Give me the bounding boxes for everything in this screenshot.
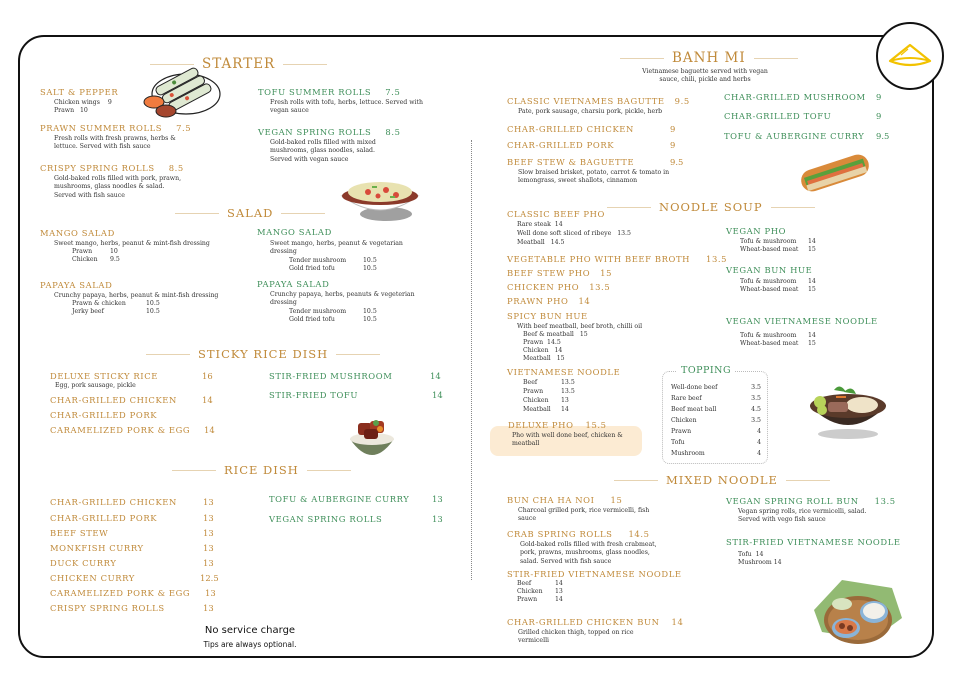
item-description: Slow braised brisket, potato, carrot & tomato in lemongrass, sweet shallots, cinnamon [518, 169, 670, 185]
item-price: 14 [204, 425, 215, 435]
menu-item-rice-5: CHICKEN CURRY [50, 573, 135, 583]
menu-item-char-grilled-pork-bm: CHAR-GRILLED PORK [507, 140, 615, 150]
menu-item-vegan-mango-salad: MANGO SALAD [257, 227, 332, 237]
section-title-banh-mi: BANH MI [620, 50, 798, 66]
menu-item-spicy-bun-hue: SPICY BUN HUE [507, 311, 588, 321]
item-option: Prawn 10 [54, 107, 88, 114]
menu-item-classic-beef-pho: CLASSIC BEEF PHO [507, 209, 605, 219]
menu-item-vegan-rice-0: TOFU & AUBERGINE CURRY [269, 494, 410, 504]
item-price: 9 [876, 111, 882, 121]
logo [876, 22, 944, 90]
item-option: Tofu & mushroom 14 [740, 278, 816, 285]
caramelized-pork-rice-bowl-illustration [346, 415, 398, 467]
item-option: Prawn & chicken 10.5 [72, 300, 160, 307]
item-option: Wheat-based meat 15 [740, 286, 816, 293]
banh-mi-sandwich-illustration [796, 150, 874, 196]
menu-item-char-grilled-tofu: CHAR-GRILLED TOFU [724, 111, 832, 121]
item-price: 9.5 [876, 131, 890, 141]
item-description: Gold-baked rolls filled with fresh crabmeat, pork, prawns, mushrooms, glass noodles, salad. Served with fish sauce [520, 541, 657, 565]
item-option: Wheat-based meat 15 [740, 340, 816, 347]
menu-item-char-grilled-chicken: CHAR-GRILLED CHICKEN [50, 395, 177, 405]
item-price: 13 [203, 603, 214, 613]
item-price: 13 [203, 558, 214, 568]
item-description: Fresh rolls with fresh prawns, herbs & lettuce. Served with fish sauce [54, 135, 176, 151]
item-description: With beef meatball, beef broth, chilli oil [517, 323, 643, 330]
item-option: Meatball 14 [523, 406, 569, 413]
item-description: Crunchy papaya, herbs, peanut & mint-fish dressing [54, 292, 219, 299]
menu-item-rice-3: MONKFISH CURRY [50, 543, 144, 553]
item-price: 13 [432, 494, 443, 504]
item-option: Tofu & mushroom 14 [740, 332, 816, 339]
menu-item-bun-cha-ha-noi: BUN CHA HA NOI 15 [507, 495, 623, 505]
menu-item-crab-spring-rolls: CRAB SPRING ROLLS 14.5 [507, 529, 650, 539]
menu-item-char-grilled-chicken-bm: CHAR-GRILLED CHICKEN [507, 124, 634, 134]
item-price: 9 [876, 92, 882, 102]
item-option: Chicken 9.5 [72, 256, 120, 263]
menu-item-deluxe-pho: DELUXE PHO 15.5 [508, 420, 607, 430]
menu-item-rice-2: BEEF STEW [50, 528, 109, 538]
item-description: Pate, pork sausage, charsiu pork, pickle, herb [518, 108, 663, 115]
topping-title: TOPPING [677, 365, 735, 376]
item-option: Chicken wings 9 [54, 99, 112, 106]
section-title-salad: SALAD [175, 206, 325, 220]
menu-item-tofu-aubergine-curry-bm: TOFU & AUBERGINE CURRY [724, 131, 865, 141]
conical-hat-icon [887, 41, 933, 71]
menu-item-vegan-bun-hue: VEGAN BUN HUE [726, 265, 813, 275]
menu-item-prawn-pho: PRAWN PHO 14 [507, 296, 591, 306]
item-price: 13 [432, 514, 443, 524]
item-option: Prawn 14.5 [523, 339, 561, 346]
topping-row: Prawn 4 [671, 428, 761, 435]
section-subtitle: sauce, chili, pickle and herbs [659, 76, 751, 83]
menu-item-beef-stew-baguette: BEEF STEW & BAGUETTE [507, 157, 635, 167]
item-option: Jerky beef 10.5 [72, 308, 160, 315]
menu-item-vegan-stir-fried-noodle: STIR-FRIED VIETNAMESE NOODLE [726, 537, 901, 547]
item-option: Gold fried tofu 10.5 [289, 316, 377, 323]
section-title-starter: STARTER [150, 56, 327, 72]
item-price: 9 [670, 140, 676, 150]
item-description: Grilled chicken thigh, topped on rice vermicelli [518, 629, 634, 645]
item-option: Tofu & mushroom 14 [740, 238, 816, 245]
item-price: 12.5 [200, 573, 219, 583]
item-option: Wheat-based meat 15 [740, 246, 816, 253]
item-option: Beef & meatball 15 [523, 331, 588, 338]
item-option: Chicken 13 [517, 588, 563, 595]
item-price: 14 [432, 390, 443, 400]
section-title-sticky-rice: STICKY RICE DISH [146, 347, 380, 361]
item-option: Tofu 14 [738, 551, 764, 558]
menu-item-rice-7: CRISPY SPRING ROLLS [50, 603, 165, 613]
item-option: Rare steak 14 [517, 221, 563, 228]
menu-item-salt-pepper: SALT & PEPPER [40, 87, 119, 97]
menu-item-vietnamese-noodle: VIETNAMESE NOODLE [507, 367, 621, 377]
item-price: 13 [203, 528, 214, 538]
topping-row: Well-done beef 3.5 [671, 384, 761, 391]
item-price: 13 [203, 497, 214, 507]
menu-item-char-grilled-chicken-bun: CHAR-GRILLED CHICKEN BUN 14 [507, 617, 684, 627]
item-description: Crunchy papaya, herbs, peanuts & vegeterian dressing [270, 291, 415, 307]
menu-item-classic-baguette: CLASSIC VIETNAMES BAGUTTE 9.5 [507, 96, 690, 106]
menu-item-tofu-summer-rolls: TOFU SUMMER ROLLS 7.5 [258, 87, 401, 97]
menu-item-mango-salad: MANGO SALAD [40, 228, 115, 238]
item-description: Gold-baked rolls filled with pork, prawn, mushrooms, glass noodles & salad. Served with fish sauce [54, 175, 182, 199]
item-option: Prawn 10 [72, 248, 118, 255]
topping-row: Mushroom 4 [671, 450, 761, 457]
item-price: 13 [203, 513, 214, 523]
topping-row: Rare beef 3.5 [671, 395, 761, 402]
menu-item-vegan-pho: VEGAN PHO [726, 226, 787, 236]
item-price: 9 [670, 124, 676, 134]
menu-item-rice-0: CHAR-GRILLED CHICKEN [50, 497, 177, 507]
item-option: Prawn 13.5 [523, 388, 575, 395]
item-option: Well done soft sliced of ribeye 13.5 [517, 230, 631, 237]
menu-item-chicken-pho: CHICKEN PHO 13.5 [507, 282, 611, 292]
item-description: Pho with well done beef, chicken & meatball [512, 432, 623, 448]
pho-bowl-illustration [806, 380, 890, 440]
menu-item-vegetable-pho: VEGETABLE PHO WITH BEEF BROTH 13.5 [507, 254, 728, 264]
page-divider [471, 140, 472, 580]
item-option: Tender mushroom 10.5 [289, 257, 377, 264]
section-title-rice-dish: RICE DISH [172, 463, 351, 477]
item-option: Tender mushroom 10.5 [289, 308, 377, 315]
item-option: Meatball 15 [523, 355, 565, 362]
section-title-mixed-noodle: MIXED NOODLE [614, 473, 830, 487]
item-description: Gold-baked rolls filled with mixed mushrooms, glass noodles, salad. Served with vegan sauce [270, 139, 376, 163]
item-price: 14 [430, 371, 441, 381]
menu-item-vegan-spring-roll-bun: VEGAN SPRING ROLL BUN 13.5 [726, 496, 896, 506]
item-price: 16 [202, 371, 213, 381]
menu-item-stir-fried-mushroom: STIR-FRIED MUSHROOM [269, 371, 393, 381]
menu-item-deluxe-sticky-rice: DELUXE STICKY RICE [50, 371, 158, 381]
menu-item-vegan-rice-1: VEGAN SPRING ROLLS [269, 514, 383, 524]
menu-item-caramelized-pork-egg: CARAMELIZED PORK & EGG [50, 425, 191, 435]
item-description: Vegan spring rolls, rice vermicelli, salad. Served with vego fish sauce [738, 508, 867, 524]
menu-item-rice-6: CARAMELIZED PORK & EGG [50, 588, 191, 598]
item-price: 13 [203, 543, 214, 553]
menu-item-papaya-salad: PAPAYA SALAD [40, 280, 113, 290]
item-option: Beef 14 [517, 580, 563, 587]
item-option: Beef 13.5 [523, 379, 575, 386]
menu-item-stir-fried-tofu: STIR-FRIED TOFU [269, 390, 359, 400]
item-description: Sweet mango, herbs, peanut & mint-fish dressing [54, 240, 210, 247]
item-option: Meatball 14.5 [517, 239, 565, 246]
menu-item-vegan-papaya-salad: PAPAYA SALAD [257, 279, 330, 289]
item-description: Sweet mango, herbs, peanut & vegetarian dressing [270, 240, 403, 256]
menu-item-stir-fried-vietnamese-noodle: STIR-FRIED VIETNAMESE NOODLE [507, 569, 682, 579]
summer-rolls-illustration [140, 62, 222, 118]
papaya-salad-illustration [338, 174, 422, 224]
section-title-noodle-soup: NOODLE SOUP [607, 200, 815, 214]
menu-item-char-grilled-pork: CHAR-GRILLED PORK [50, 410, 158, 420]
menu-item-vegan-spring-rolls: VEGAN SPRING ROLLS 8.5 [258, 127, 401, 137]
menu-item-rice-1: CHAR-GRILLED PORK [50, 513, 158, 523]
bun-cha-platter-illustration [812, 574, 904, 650]
item-option: Chicken 13 [523, 397, 569, 404]
item-price: 14 [202, 395, 213, 405]
topping-row: Chicken 3.5 [671, 417, 761, 424]
menu-item-beef-stew-pho: BEEF STEW PHO 15 [507, 268, 613, 278]
menu-item-char-grilled-mushroom: CHAR-GRILLED MUSHROOM [724, 92, 866, 102]
tips-note: Tips are always optional. [203, 640, 297, 649]
menu-item-rice-4: DUCK CURRY [50, 558, 117, 568]
item-description: Egg, pork sausage, pickle [55, 382, 136, 389]
topping-box [662, 365, 768, 464]
menu-item-crispy-spring-rolls: CRISPY SPRING ROLLS 8.5 [40, 163, 184, 173]
item-price: 13 [205, 588, 216, 598]
topping-row: Beef meat ball 4.5 [671, 406, 761, 413]
item-option: Mushroom 14 [738, 559, 782, 566]
item-price: 9.5 [670, 157, 684, 167]
item-description: Fresh rolls with tofu, herbs, lettuce. Served with vegan sauce [270, 99, 423, 115]
no-service-charge-note: No service charge [204, 625, 296, 636]
menu-item-prawn-summer-rolls: PRAWN SUMMER ROLLS 7.5 [40, 123, 192, 133]
section-subtitle: Vietnamese baguette served with vegan [642, 68, 768, 75]
item-option: Gold fried tofu 10.5 [289, 265, 377, 272]
item-option: Chicken 14 [523, 347, 563, 354]
topping-row: Tofu 4 [671, 439, 761, 446]
menu-item-vegan-vietnamese-noodle: VEGAN VIETNAMESE NOODLE [726, 316, 878, 326]
item-description: Charcoal grilled pork, rice vermicelli, fish sauce [518, 507, 650, 523]
item-option: Prawn 14 [517, 596, 563, 603]
